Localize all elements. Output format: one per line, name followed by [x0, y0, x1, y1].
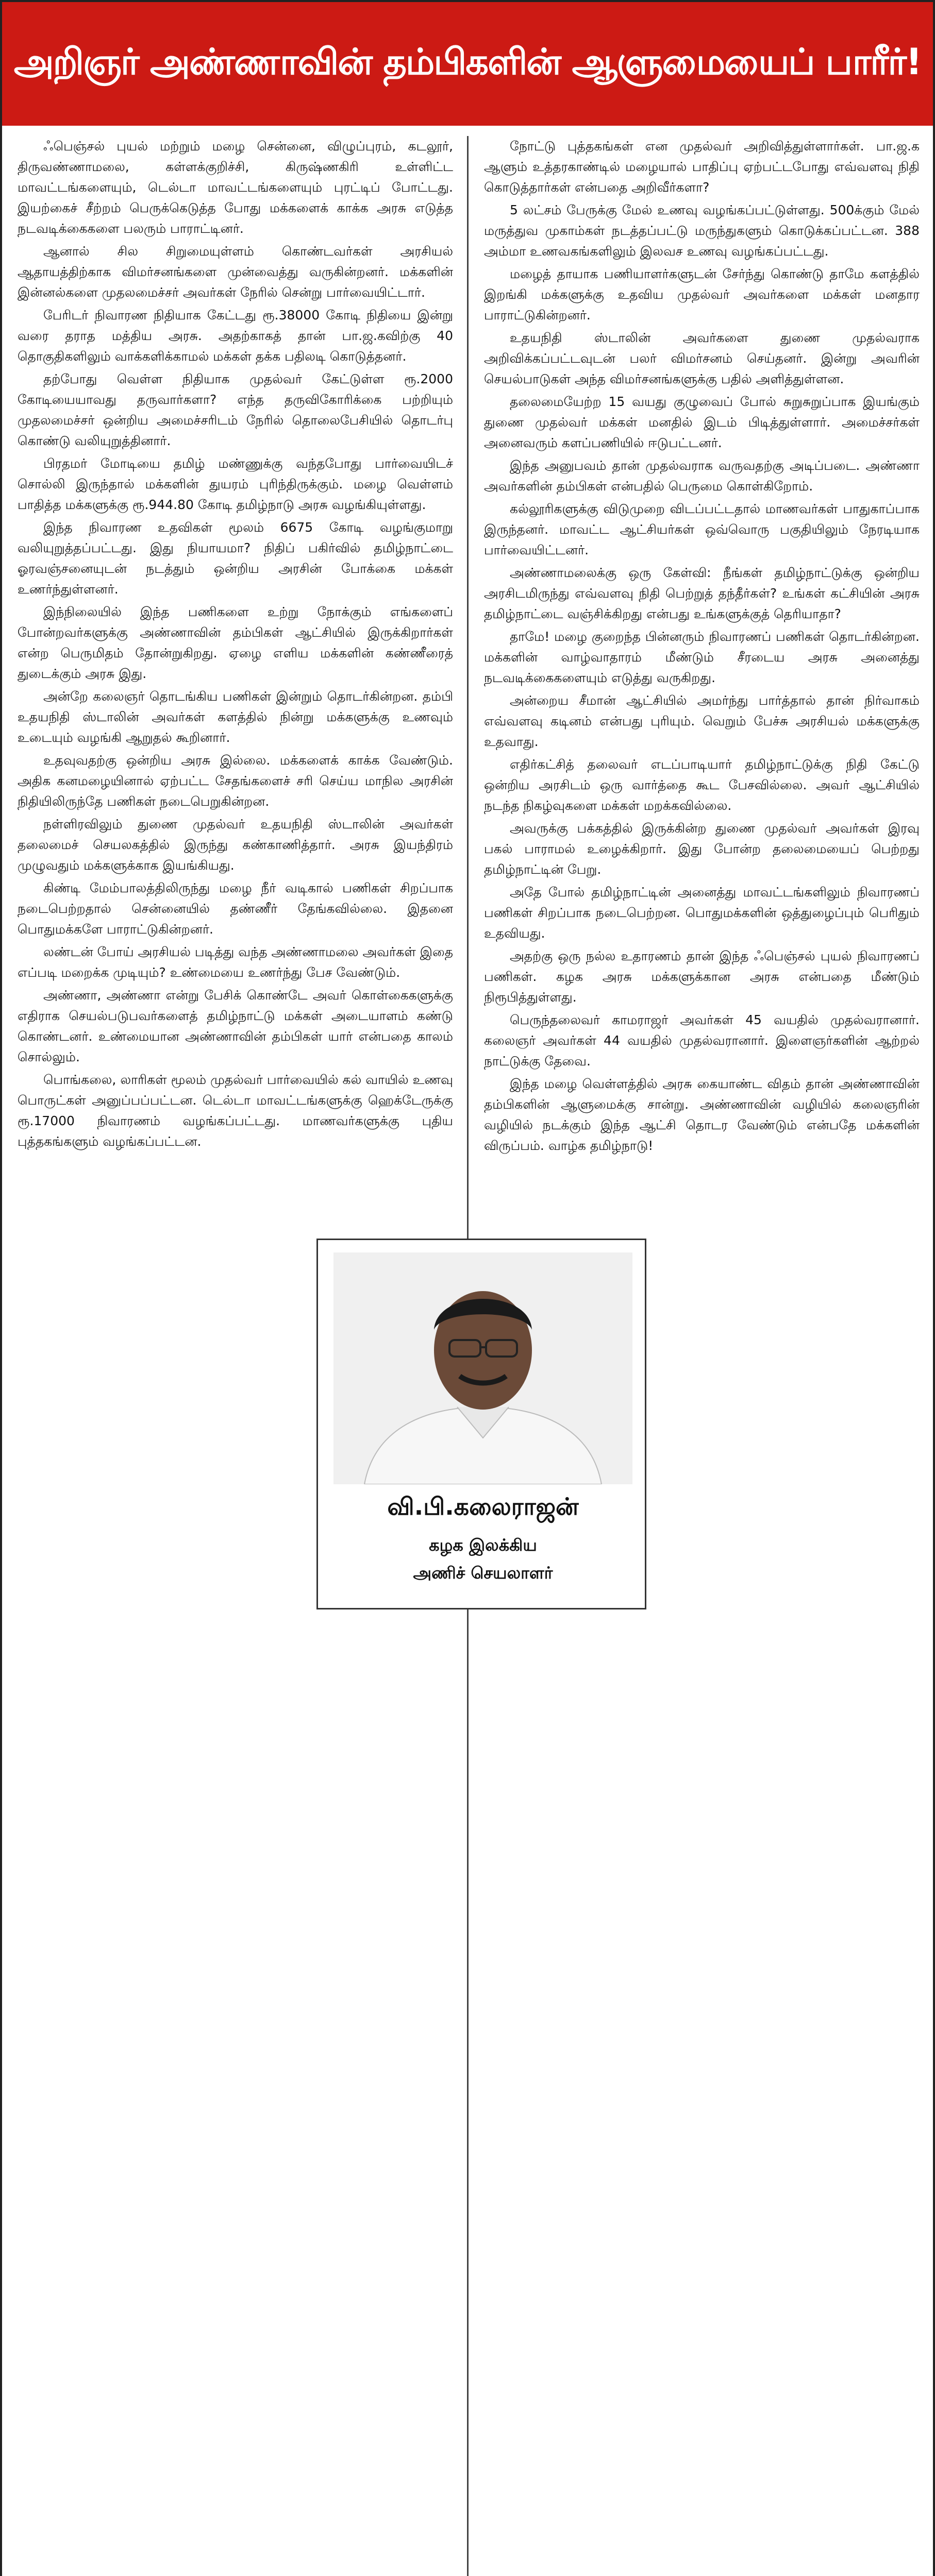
article-paragraph: அதற்கு ஒரு நல்ல உதாரணம் தான் இந்த ஃபெஞ்சல் புயல் நிவாரணப் பணிகள். கழக அரசு மக்களுக்கான அரசு என்பதை மீண்டும் நிரூபித்துள்ளது. — [484, 948, 920, 1005]
article-paragraph: தாமே! மழை குறைந்த பின்னரும் நிவாரணப் பணிகள் தொடர்கின்றன. மக்களின் வாழ்வாதாரம் மீண்டும் சீரடைய அரசு அனைத்து நடவடிக்கைகளையும் எடுத்து வருகிறது. — [484, 629, 920, 685]
article-paragraph: கல்லூரிகளுக்கு விடுமுறை விடப்பட்டதால் மாணவர்கள் பாதுகாப்பாக இருந்தனர். மாவட்ட ஆட்சியர்கள் ஒவ்வொரு பகுதியிலும் நேரடியாக பார்வையிட்டனர். — [484, 501, 920, 557]
article-paragraph: தலைமையேற்ற 15 வயது குழுவைப் போல் சுறுசுறுப்பாக இயங்கும் துணை முதல்வர் மக்கள் மனதில் இடம் பிடித்துள்ளார். அமைச்சர்கள் அனைவரும் களப்பணியில் ஈடுபட்டனர். — [484, 394, 920, 450]
article-paragraph: அன்றைய சீமான் ஆட்சியில் அமர்ந்து பார்த்தால் தான் நிர்வாகம் எவ்வளவு கடினம் என்பது புரியும். வெறும் பேச்சு அரசியல் மக்களுக்கு உதவாது. — [484, 693, 920, 749]
author-name: வி.பி.கலைராஜன் — [387, 1493, 579, 1520]
article-paragraph: மழைத் தாயாக பணியாளர்களுடன் சேர்ந்து கொண்டு தாமே களத்தில் இறங்கி மக்களுக்கு உதவிய முதல்வர் அவர்களை மக்கள் மனதார பாராட்டுகின்றனர். — [484, 266, 920, 323]
article-paragraph: நள்ளிரவிலும் துணை முதல்வர் உதயநிதி ஸ்டாலின் அவர்கள் தலைமைச் செயலகத்தில் இருந்து கண்காணித்தார். அரசு இயந்திரம் முழுவதும் மக்களுக்காக இயங்கியது. — [18, 817, 453, 873]
author-org: அணிச் செயலாளர் — [413, 1563, 553, 1583]
article-body — [18, 136, 920, 2576]
article-paragraph: கிண்டி மேம்பாலத்திலிருந்து மழை நீர் வடிகால் பணிகள் சிறப்பாக நடைபெற்றதால் சென்னையில் தண்ணீர் தேங்கவில்லை. இதனை பொதுமக்களே பாராட்டுகின்றனர். — [18, 880, 453, 937]
article-paragraph: ஆனால் சில சிறுமையுள்ளம் கொண்டவர்கள் அரசியல் ஆதாயத்திற்காக விமர்சனங்களை முன்வைத்து வருகின்றனர். மக்களின் இன்னல்களை முதலமைச்சர் அவர்கள் நேரில் சென்று பார்வையிட்டார். — [18, 244, 453, 300]
article-paragraph: அவருக்கு பக்கத்தில் இருக்கின்ற துணை முதல்வர் அவர்கள் இரவு பகல் பாராமல் உழைக்கிறார். இது போன்ற தலைமையைப் பெற்றது தமிழ்நாட்டின் பேறு. — [484, 821, 920, 877]
article-paragraph: உதவுவதற்கு ஒன்றிய அரசு இல்லை. மக்களைக் காக்க வேண்டும். அதிக கனமழையினால் ஏற்பட்ட சேதங்களைச் சரி செய்ய மாநில அரசின் நிதியிலிருந்தே பணிகள் நடைபெறுகின்றன. — [18, 753, 453, 809]
article-paragraph: தற்போது வெள்ள நிதியாக முதல்வர் கேட்டுள்ள ரூ.2000 கோடியையாவது தருவார்களா? எந்த தருவிகோரிக்கை பற்றியும் முதலமைச்சர் ஒன்றிய அமைச்சரிடம் நேரில் தொலைபேசியில் தொடர்பு கொண்டு வலியுறுத்தினார். — [18, 371, 453, 448]
article-paragraph: பேரிடர் நிவாரண நிதியாக கேட்டது ரூ.38000 கோடி நிதியை இன்று வரை தராத மத்திய அரசு. அதற்காகத் தான் பா.ஜ.கவிற்கு 40 தொகுதிகளிலும் வாக்களிக்காமல் மக்கள் தக்க பதிலடி கொடுத்தனர். — [18, 308, 453, 364]
article-paragraph: அண்ணாமலைக்கு ஒரு கேள்வி: நீங்கள் தமிழ்நாட்டுக்கு ஒன்றிய அரசிடமிருந்து எவ்வளவு நிதி பெற்றுத் தந்தீர்கள்? உங்கள் கட்சியின் அரசு தமிழ்நாட்டை வஞ்சிக்கிறது என்பது உங்களுக்குத் தெரியாதா? — [484, 565, 920, 621]
author-portrait-image — [333, 1252, 632, 1484]
article-paragraph: இந்த மழை வெள்ளத்தில் அரசு கையாண்ட விதம் தான் அண்ணாவின் தம்பிகளின் ஆளுமைக்கு சான்று. அண்ணாவின் வழியில் கலைஞரின் வழியில் நடக்கும் இந்த ஆட்சி தொடர வேண்டும் என்பதே மக்களின் விருப்பம். வாழ்க தமிழ்நாடு! — [484, 1076, 920, 1153]
article-paragraph: அன்றே கலைஞர் தொடங்கிய பணிகள் இன்றும் தொடர்கின்றன. தம்பி உதயநிதி ஸ்டாலின் அவர்கள் களத்தில் நின்று மக்களுக்கு உணவும் உடையும் வழங்கி ஆறுதல் கூறினார். — [18, 689, 453, 745]
headline-banner — [2, 2, 933, 126]
article-paragraph: பெருந்தலைவர் காமராஜர் அவர்கள் 45 வயதில் முதல்வரானார். கலைஞர் அவர்கள் 44 வயதில் முதல்வரானார். இளைஞர்களின் ஆற்றல் நாட்டுக்கு தேவை. — [484, 1012, 920, 1069]
article-paragraph: பிரதமர் மோடியை தமிழ் மண்ணுக்கு வந்தபோது பார்வையிடச் சொல்லி இருந்தால் மக்களின் துயரம் புரிந்திருக்கும். மழை வெள்ளம் பாதித்த மக்களுக்கு ரூ.944.80 கோடி தமிழ்நாடு அரசு வழங்கியுள்ளது. — [18, 456, 453, 512]
article-paragraph: அதே போல் தமிழ்நாட்டின் அனைத்து மாவட்டங்களிலும் நிவாரணப் பணிகள் சிறப்பாக நடைபெற்றன. பொதுமக்களின் ஒத்துழைப்பும் பெரிதும் உதவியது. — [484, 885, 920, 941]
article-paragraph: ஃபெஞ்சல் புயல் மற்றும் மழை சென்னை, விழுப்புரம், கடலூர், திருவண்ணாமலை, கள்ளக்குறிச்சி, கிருஷ்ணகிரி உள்ளிட்ட மாவட்டங்களையும், டெல்டா மாவட்டங்களையும் புரட்டிப் போட்டது. இயற்கைச் சீற்றம் பெருக்கெடுத்த போது மக்களைக் காக்க அரசு எடுத்த நடவடிக்கைகளை பலரும் பாராட்டினர். — [18, 139, 453, 236]
author-photo — [333, 1252, 632, 1484]
author-photo-box — [316, 1239, 646, 1609]
author-role: கழக இலக்கிய — [429, 1535, 537, 1555]
article-paragraph: லண்டன் போய் அரசியல் படித்து வந்த அண்ணாமலை அவர்கள் இதை எப்படி மறைக்க முடியும்? உண்மையை உணர்ந்து பேச வேண்டும். — [18, 944, 453, 980]
article-paragraph: இந்த நிவாரண உதவிகள் மூலம் 6675 கோடி வழங்குமாறு வலியுறுத்தப்பட்டது. இது நியாயமா? நிதிப் பகிர்வில் தமிழ்நாட்டை ஓரவஞ்சனையுடன் நடத்தும் ஒன்றிய அரசின் போக்கை மக்கள் உணர்ந்துள்ளனர். — [18, 520, 453, 597]
article-paragraph: 5 லட்சம் பேருக்கு மேல் உணவு வழங்கப்பட்டுள்ளது. 500க்கும் மேல் மருத்துவ முகாம்கள் நடத்தப்பட்டு மருந்துகளும் கொடுக்கப்பட்டன. 388 அம்மா உணவகங்களிலும் இலவச உணவு வழங்கப்பட்டது. — [484, 202, 920, 259]
author-caption — [333, 1493, 632, 1591]
article-paragraph: இந்த அனுபவம் தான் முதல்வராக வருவதற்கு அடிப்படை. அண்ணா அவர்களின் தம்பிகள் என்பதில் பெருமை கொள்கிறோம். — [484, 458, 920, 494]
article-paragraph: உதயநிதி ஸ்டாலின் அவர்களை துணை முதல்வராக அறிவிக்கப்பட்டவுடன் பலர் விமர்சனம் செய்தனர். இன்று அவரின் செயல்பாடுகள் அந்த விமர்சனங்களுக்கு பதில் அளித்துள்ளன. — [484, 330, 920, 386]
article-paragraph: பொங்கலை, லாரிகள் மூலம் முதல்வர் பார்வையில் கல் வாயில் உணவு பொருட்கள் அனுப்பப்பட்டன. டெல்டா மாவட்டங்களுக்கு ஹெக்டேருக்கு ரூ.17000 நிவாரணம் வழங்கப்பட்டது. மாணவர்களுக்கு புதிய புத்தகங்களும் வழங்கப்பட்டன. — [18, 1072, 453, 1149]
article-paragraph: எதிர்கட்சித் தலைவர் எடப்பாடியார் தமிழ்நாட்டுக்கு நிதி கேட்டு ஒன்றிய அரசிடம் ஒரு வார்த்தை கூட பேசவில்லை. அவர் ஆட்சியில் நடந்த நிகழ்வுகளை மக்கள் மறக்கவில்லை. — [484, 757, 920, 813]
headline: அறிஞர் அண்ணாவின் தம்பிகளின் ஆளுமையைப் பாரீர்! — [13, 40, 922, 83]
article-paragraph: அண்ணா, அண்ணா என்று பேசிக் கொண்டே அவர் கொள்கைகளுக்கு எதிராக செயல்படுபவர்களைத் தமிழ்நாட்டு மக்கள் அடையாளம் கண்டு கொண்டனர். உண்மையான அண்ணாவின் தம்பிகள் யார் என்பதை காலம் சொல்லும். — [18, 988, 453, 1064]
article-paragraph: இந்நிலையில் இந்த பணிகளை உற்று நோக்கும் எங்களைப் போன்றவர்களுக்கு அண்ணாவின் தம்பிகள் ஆட்சியில் இருக்கிறார்கள் என்ற பெருமிதம் தோன்றுகிறது. ஏழை எளிய மக்களின் கண்ணீரைத் துடைக்கும் அரசு இது. — [18, 604, 453, 681]
article-paragraph: நோட்டு புத்தகங்கள் என முதல்வர் அறிவித்துள்ளார்கள். பா.ஜ.க ஆளும் உத்தரகாண்டில் மழையால் பாதிப்பு ஏற்பட்டபோது எவ்வளவு நிதி கொடுத்தார்கள் என்பதை அறிவீர்களா? — [484, 139, 920, 195]
